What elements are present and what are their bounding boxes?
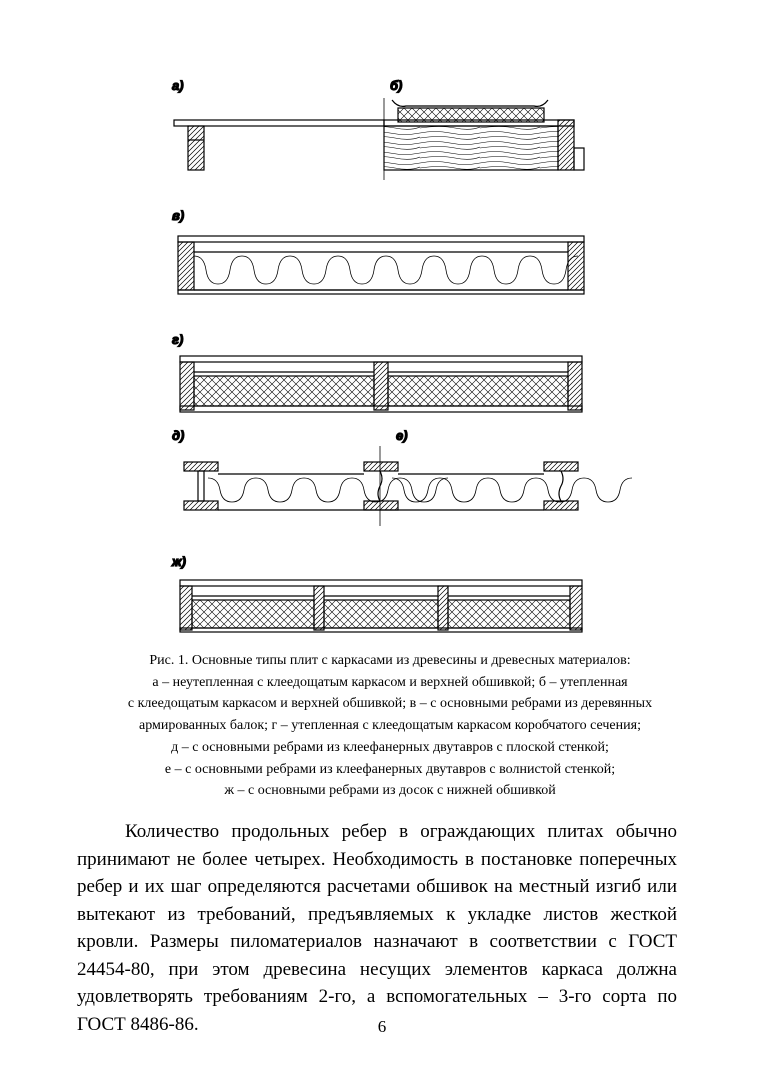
b-wood	[384, 126, 558, 170]
page-number: 6	[377, 1017, 387, 1036]
e-ibeam-right	[544, 462, 578, 471]
label-b: б)	[390, 78, 403, 93]
label-v: в)	[172, 208, 185, 223]
b-vapour-film	[392, 100, 548, 106]
e-ibeam-flange	[364, 462, 398, 471]
label-zh: ж)	[172, 554, 186, 569]
g-rib-right	[568, 362, 582, 410]
figure-caption	[90, 650, 690, 802]
label-d: д)	[172, 428, 185, 443]
label-a: а)	[172, 78, 184, 93]
caption-line: а – неутепленная с клеедощатым каркасом и верхней обшивкой; б – утепленная	[152, 674, 628, 690]
label-e: е)	[396, 428, 408, 443]
g-rib-middle	[374, 362, 388, 410]
a-top-sheathing	[174, 120, 384, 126]
v-rib-left	[178, 242, 194, 290]
body-paragraph: Количество продольных ребер в ограждающих плитах обычно принимают не более четырех. Необходимость в постановке поперечных ребер и их шаг определяются расчетами обшивок на местный изгиб или вытекают из требований, предъявляемых к укладке листов жесткой кровли. Размеры пиломатериалов назначают в соответствии с ГОСТ 24454-80, при этом древесина несущих элементов каркаса должна удовлетворять требованиям 2-го, а вспомогательных – 3-го сорта по ГОСТ 8486-86.	[77, 821, 677, 1035]
g-rib-left	[180, 362, 194, 410]
g-insulation-left	[194, 376, 374, 406]
b-rib	[558, 120, 574, 170]
label-g: г)	[172, 332, 184, 347]
d-ibeam-flange	[184, 462, 218, 471]
a-rib	[188, 126, 204, 170]
body-text	[77, 818, 677, 1038]
g-insulation-right	[388, 376, 568, 406]
caption-line: е – с основными ребрами из клеефанерных двутавров с волнистой стенкой;	[164, 761, 616, 777]
zh-insulation	[192, 600, 314, 628]
caption-line: с клеедощатым каркасом и верхней обшивкой; в – с основными ребрами из деревянных	[127, 696, 653, 712]
caption-line: ж – с основными ребрами из досок с нижней обшивкой	[224, 783, 556, 799]
v-top-sheathing	[178, 236, 584, 242]
v-rib-right	[568, 242, 584, 290]
caption-line: армированных балок; г – утепленная с клеедощатым каркасом коробчатого сечения;	[139, 718, 641, 734]
v-insulation-wave	[194, 256, 578, 284]
zh-top-sheathing	[180, 580, 582, 586]
g-top-sheathing	[180, 356, 582, 362]
caption-line: д – с основными ребрами из клеефанерных двутавров с плоской стенкой;	[171, 739, 609, 755]
zh-rib	[180, 586, 192, 630]
caption-line: Рис. 1. Основные типы плит с каркасами из древесины и древесных материалов:	[149, 653, 631, 668]
